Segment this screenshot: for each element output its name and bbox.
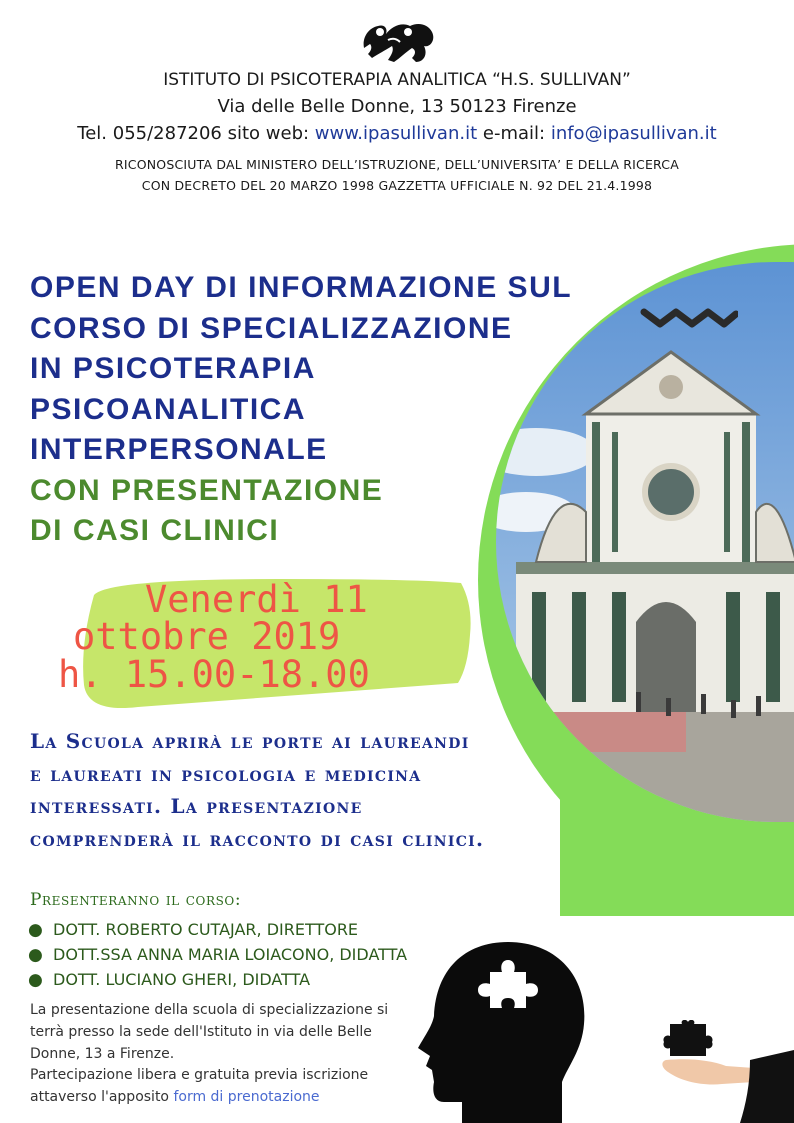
institute-logo-icon	[358, 18, 436, 66]
description-line: e laureati in psicologia e medicina	[30, 761, 422, 786]
event-description	[30, 725, 484, 855]
title-line: INTERPERSONALE	[30, 433, 328, 466]
presenters-list	[28, 917, 407, 992]
recognition-line-2: CON DECRETO DEL 20 MARZO 1998 GAZZETTA UFFICIALE N. 92 DEL 21.4.1998	[141, 178, 653, 193]
title-line: CORSO DI SPECIALIZZAZIONE	[30, 311, 513, 345]
bullet-icon: ●	[28, 970, 43, 990]
description-line: interessati. La presentazione	[30, 794, 363, 818]
title-line: IN PSICOTERAPIA	[30, 352, 316, 385]
title-line: PSICOANALITICA	[30, 392, 306, 426]
website-link[interactable]: www.ipasullivan.it	[314, 123, 478, 144]
footer-registration: Partecipazione libera e gratuita previa iscrizione attaverso l'apposito	[30, 1067, 369, 1106]
footer-paragraph: La presentazione della scuola di specializzazione si terrà presso la sede dell'Istituto in via delle Belle Donne, 13 a Firenze.	[30, 1002, 389, 1062]
tel-label: Tel. 055/287206 sito web:	[77, 123, 315, 144]
list-item	[28, 942, 407, 967]
event-time: h. 15.00-18.00	[58, 653, 370, 696]
title-line: OPEN DAY DI INFORMAZIONE SUL	[30, 271, 573, 304]
email-link[interactable]: info@ipasullivan.it	[550, 123, 717, 144]
title-line-green: DI CASI CLINICI	[30, 514, 280, 547]
event-day: Venerdì 11	[145, 578, 368, 621]
bullet-icon: ●	[28, 920, 43, 940]
hand-puzzle-icon	[660, 1020, 794, 1123]
institute-name: ISTITUTO DI PSICOTERAPIA ANALITICA “H.S. SULLIVAN”	[163, 70, 631, 90]
list-item	[28, 967, 407, 992]
contact-line	[0, 123, 794, 144]
footer-paragraph	[30, 1065, 410, 1109]
presenter-name: DOTT. LUCIANO GHERI, DIDATTA	[53, 970, 311, 989]
institute-address: Via delle Belle Donne, 13 50123 Firenze	[217, 96, 577, 117]
bullet-icon: ●	[28, 945, 43, 965]
presenters-heading: Presenteranno il corso:	[30, 890, 242, 910]
event-title	[30, 268, 572, 552]
description-line: comprenderà il racconto di casi clinici.	[30, 826, 485, 851]
recognition-line-1: RICONOSCIUTA DAL MINISTERO DELL’ISTRUZIONE, DELL’UNIVERSITA’ E DELLA RICERCA	[115, 157, 679, 172]
zigzag-icon	[640, 306, 738, 328]
footer-text	[30, 1000, 410, 1109]
description-line: La Scuola aprirà le porte ai laureandi	[30, 729, 470, 753]
head-puzzle-icon	[418, 942, 588, 1123]
presenter-name: DOTT.SSA ANNA MARIA LOIACONO, DIDATTA	[53, 945, 408, 964]
registration-form-link[interactable]: form di prenotazione	[173, 1089, 320, 1106]
event-month: ottobre 2019	[73, 615, 341, 658]
presenter-name: DOTT. ROBERTO CUTAJAR, DIRETTORE	[53, 920, 359, 939]
list-item	[28, 917, 407, 942]
email-label: e-mail:	[477, 123, 551, 144]
title-line-green: CON PRESENTAZIONE	[30, 473, 384, 507]
